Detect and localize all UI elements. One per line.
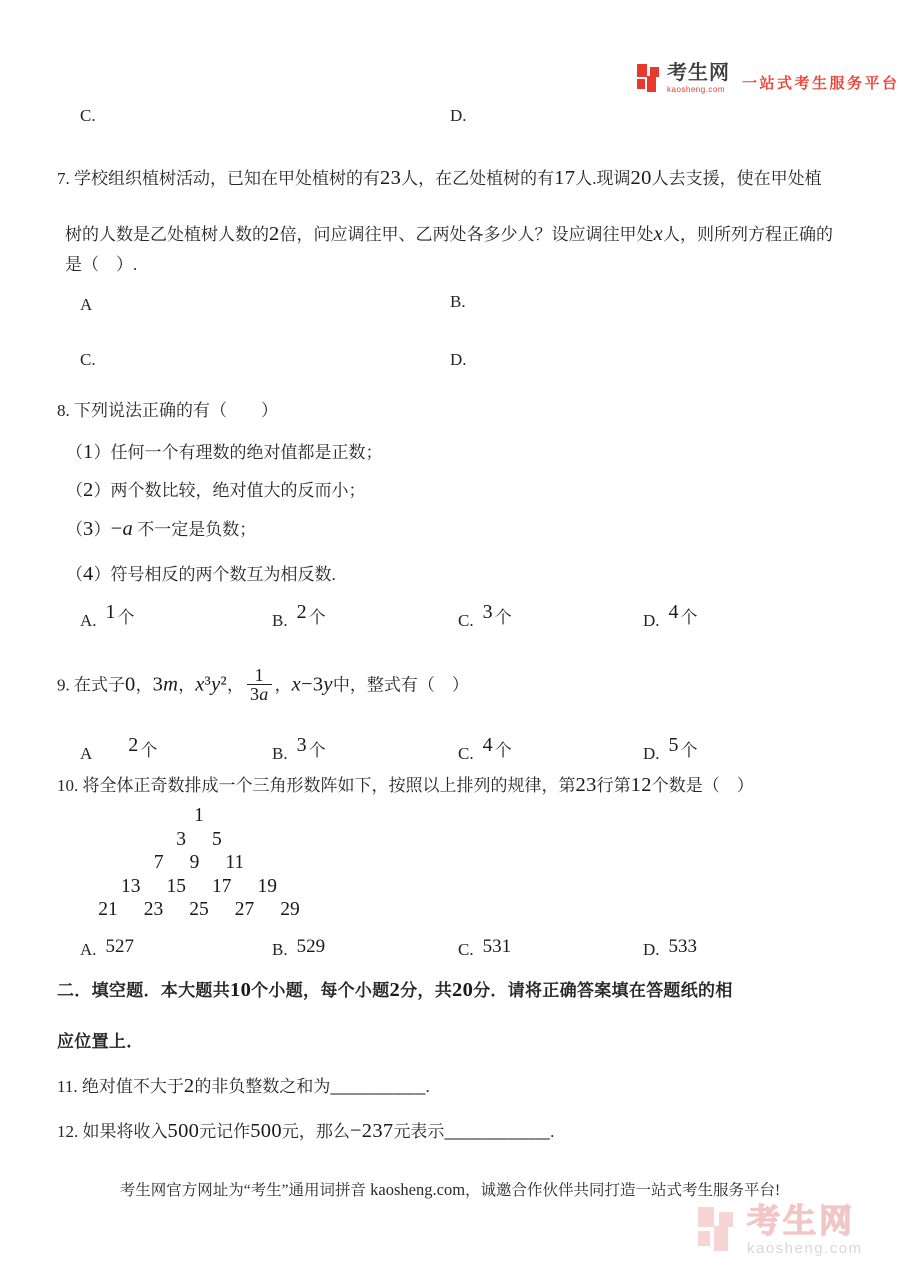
text-run: 不一定是负数； [133, 520, 257, 539]
math-run: 1 [83, 441, 94, 463]
math-run: 2 [389, 979, 401, 1001]
text-run: 9. 在式子 [57, 675, 125, 695]
footer-note [0, 1178, 900, 1200]
triangle-number: 7 [153, 852, 164, 873]
triangle-number: 29 [280, 899, 300, 920]
kaosheng-watermark [698, 1204, 863, 1257]
text-run: ， [135, 675, 153, 695]
option-count: 2 [128, 734, 139, 756]
text-run: 人，则所列方程正确的 [662, 225, 833, 244]
text-run: 元，那么 [281, 1122, 350, 1141]
math-run: 4 [83, 563, 94, 585]
option-label: C. [458, 744, 474, 763]
q8-option-b [272, 602, 326, 632]
option-value: 529 [296, 936, 326, 957]
math-run: 23 [380, 167, 402, 189]
kaosheng-logo[interactable] [637, 62, 900, 94]
option-suffix: 个 [140, 741, 158, 760]
triangle-number: 25 [189, 899, 209, 920]
option-value: 531 [482, 936, 512, 957]
text-run: 树的人数是乙处植树人数的 [65, 225, 269, 244]
option-count: 4 [668, 601, 679, 623]
brand-domain: kaosheng.com [667, 85, 726, 94]
triangle-number: 1 [194, 805, 204, 826]
kaosheng-logo-icon [637, 62, 661, 94]
option-count: 2 [296, 601, 307, 623]
math-run: 23 [575, 774, 597, 796]
option-label: D. [643, 611, 660, 630]
math-run: −237 [349, 1120, 394, 1142]
q7-stem-line3 [65, 252, 137, 278]
text-run: ， [226, 675, 244, 695]
q12-stem [57, 1119, 554, 1145]
text-run: （ [66, 481, 83, 500]
triangle-row [84, 875, 314, 899]
option-label: D. [643, 940, 660, 959]
text-run: 行第 [596, 776, 631, 795]
text-run: 中，整式有（ ） [332, 675, 469, 695]
text-run: . [425, 1077, 430, 1096]
math-run: 500 [250, 1120, 282, 1142]
math-run: 3a [247, 684, 272, 703]
text-run: 二．填空题．本大题共 [57, 981, 230, 1000]
text-run: 个小题，每个小题 [251, 981, 390, 1000]
option-label: A. [80, 611, 97, 630]
option-label: B. [272, 744, 288, 763]
option-label: B. [272, 611, 288, 630]
q10-option-d [643, 933, 697, 962]
text-run: 考生网官方网址为“考生”通用词拼音 [119, 1182, 367, 1199]
q7-stem-line2 [65, 222, 833, 248]
math-run: 1 [254, 665, 264, 685]
text-run: （ [66, 565, 83, 584]
triangle-row [84, 851, 314, 875]
q7-option-b [450, 286, 475, 312]
triangle-number: 15 [166, 875, 186, 897]
q8-stem [57, 398, 278, 424]
q8-option-a [80, 602, 135, 632]
text-run: 个数是（ ） [651, 776, 754, 795]
q11-stem [57, 1074, 430, 1100]
triangle-number: 3 [176, 828, 186, 850]
option-label: A [80, 744, 93, 763]
text-run: ） [93, 520, 111, 539]
math-run: 2 [269, 223, 280, 245]
q7-option-c [80, 344, 105, 370]
text-run: 元表示 [393, 1122, 445, 1141]
option-label: C. [80, 350, 96, 369]
q8-item-4 [66, 562, 336, 588]
math-run: 20 [452, 979, 474, 1001]
q8-option-d [643, 602, 698, 632]
q8-item-1 [66, 440, 383, 466]
latin-run: kaosheng.com [366, 1180, 466, 1199]
math-run: x [653, 223, 663, 245]
triangle-number: 27 [234, 899, 255, 920]
option-label: C. [458, 940, 474, 959]
option-count: 4 [482, 734, 493, 756]
triangle-number: 9 [189, 852, 200, 873]
text-run: 分，共 [400, 981, 452, 1000]
q10-stem [57, 773, 754, 799]
q10-option-c [458, 933, 511, 962]
text-run: 倍，问应调往甲、乙两处各多少人？设应调往甲处 [279, 225, 654, 244]
q10-option-a [80, 933, 134, 962]
option-count: 3 [296, 734, 307, 756]
text-run: ， [178, 675, 196, 695]
math-run: 3 [83, 518, 94, 540]
section2-header-line1 [57, 977, 733, 1004]
triangle-number: 19 [257, 875, 277, 897]
brand-tagline: 一站式考生服务平台 [742, 75, 900, 92]
text-run: 的非负整数之和为 [194, 1077, 331, 1096]
option-label: D. [450, 350, 467, 369]
option-label: A. [80, 940, 97, 959]
option-label: C. [80, 106, 96, 125]
q8-item-2 [66, 478, 366, 504]
text-run: 7. 学校组织植树活动，已知在甲处植树的有 [57, 169, 380, 188]
math-run: 2 [183, 1075, 195, 1097]
math-run: 500 [167, 1120, 200, 1142]
option-count: 5 [668, 734, 679, 756]
option-label: B. [450, 292, 466, 311]
option-suffix: 个 [308, 608, 326, 627]
watermark-logo-icon [698, 1204, 738, 1256]
triangle-number: 23 [143, 899, 164, 920]
text-run: 分．请将正确答案填在答题纸的相 [473, 981, 733, 1000]
text-run: 人去支援，使在甲处植 [651, 169, 822, 188]
math-run: 20 [630, 167, 652, 189]
triangle-number: 13 [121, 875, 141, 897]
q7-option-d [450, 344, 476, 370]
math-run: 12 [630, 774, 652, 796]
text-run: 应位置上． [57, 1032, 144, 1051]
text-run: 10. 将全体正奇数排成一个三角形数阵如下，按照以上排列的规律，第 [57, 776, 576, 795]
option-label: D. [450, 106, 467, 125]
text-run: . [550, 1122, 555, 1141]
q7-stem-line1 [57, 166, 822, 192]
option-suffix: 个 [680, 608, 698, 627]
math-run: x³y² [195, 673, 227, 696]
option-label: D. [643, 744, 660, 763]
text-run: 元记作 [199, 1122, 251, 1141]
math-run: 10 [230, 979, 252, 1001]
text-run: ）符号相反的两个数互为相反数. [93, 565, 336, 584]
section2-header-line2 [57, 1028, 144, 1055]
math-run: −a [110, 518, 133, 540]
option-label: A [80, 295, 93, 314]
q9-option-d [643, 735, 698, 765]
math-run: 3m [152, 673, 179, 696]
q9-option-c [458, 735, 512, 765]
option-suffix: 个 [308, 741, 326, 760]
text-run: 11. 绝对值不大于 [57, 1077, 184, 1096]
triangle-row [84, 828, 314, 852]
option-suffix: 个 [117, 608, 135, 627]
option-count: 3 [482, 601, 493, 623]
triangle-number: 5 [212, 828, 222, 850]
option-count: 1 [105, 601, 116, 623]
odd-number-triangle [84, 804, 314, 922]
text-run: （ [66, 443, 83, 462]
math-run: 17 [554, 167, 576, 189]
text-run: 12. 如果将收入 [57, 1122, 168, 1141]
q9-option-b [272, 735, 326, 765]
triangle-row [84, 804, 314, 828]
triangle-number: 21 [98, 899, 118, 920]
text-run: 人，在乙处植树的有 [401, 169, 555, 188]
q10-option-b [272, 933, 325, 962]
math-run: 0 [125, 673, 136, 696]
q7-option-a [80, 289, 128, 315]
text-run: 8. 下列说法正确的有（ ） [57, 401, 278, 420]
math-run: 2 [83, 479, 94, 501]
triangle-number: 17 [212, 875, 232, 897]
text-run: ， [274, 675, 292, 695]
q9-stem [57, 665, 469, 705]
text-run: 是（ ）. [65, 255, 138, 274]
option-label: C. [458, 611, 474, 630]
q8-option-c [458, 602, 512, 632]
q6-option-d [450, 100, 476, 126]
text-run: ，诚邀合作伙伴共同打造一站式考生服务平台! [465, 1182, 781, 1199]
watermark-brand: 考生网 [747, 1202, 855, 1239]
triangle-row [84, 898, 314, 922]
math-run: x−3y [291, 673, 333, 696]
q9-option-a [80, 735, 157, 765]
text-run: 人.现调 [575, 169, 631, 188]
text-run: （ [66, 520, 83, 539]
option-value: 533 [668, 936, 698, 957]
text-run: ）任何一个有理数的绝对值都是正数； [93, 443, 383, 462]
math-run: __________ [444, 1120, 551, 1142]
fraction [247, 666, 272, 703]
option-suffix: 个 [494, 741, 512, 760]
option-value: 527 [105, 936, 135, 957]
watermark-domain: kaosheng.com [747, 1240, 863, 1257]
q6-option-c [80, 100, 105, 126]
math-run: _________ [330, 1075, 426, 1097]
option-label: B. [272, 940, 288, 959]
triangle-number: 11 [225, 852, 245, 873]
text-run: ）两个数比较，绝对值大的反而小； [93, 481, 366, 500]
option-suffix: 个 [494, 608, 512, 627]
option-suffix: 个 [680, 741, 698, 760]
q8-item-3 [66, 517, 256, 543]
brand-name: 考生网 [667, 62, 730, 84]
